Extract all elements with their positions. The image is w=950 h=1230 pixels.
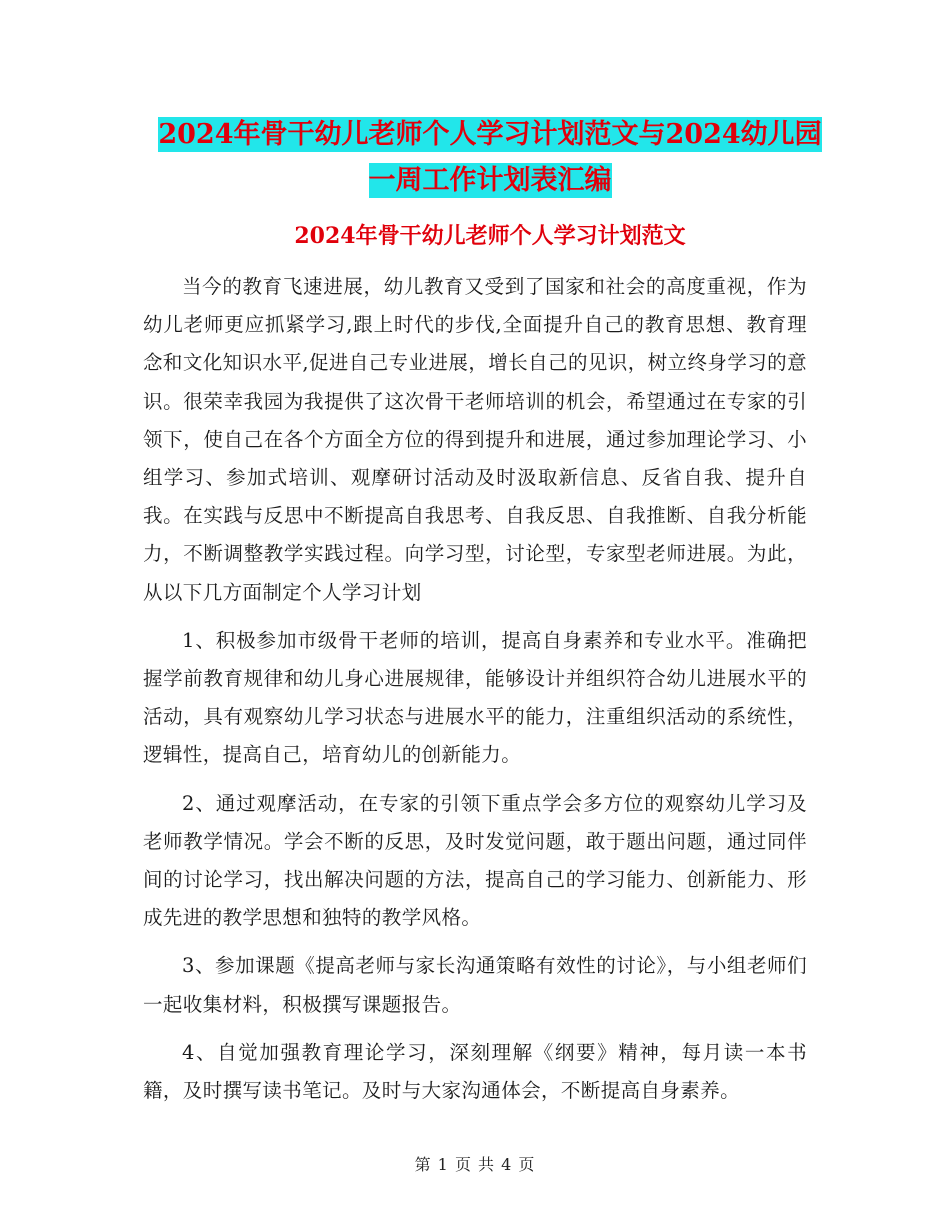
document-body bbox=[143, 268, 807, 1120]
section-title: 2024年骨干幼儿老师个人学习计划范文 bbox=[294, 223, 686, 249]
paragraph-item-4: 4、自觉加强教育理论学习，深刻理解《纲要》精神，每月读一本书籍，及时撰写读书笔记。及时与大家沟通体会，不断提高自身素养。 bbox=[143, 1040, 807, 1103]
document-title-line2: 一周工作计划表汇编 bbox=[368, 165, 612, 196]
document-title-line1: 2024年骨干幼儿老师个人学习计划范文与2024幼儿园 bbox=[158, 119, 822, 150]
document-title bbox=[140, 112, 840, 204]
intro-paragraph: 当今的教育飞速进展，幼儿教育又受到了国家和社会的高度重视，作为幼儿老师更应抓紧学习,跟上时代的步伐,全面提升自己的教育思想、教育理念和文化知识水平,促进自己专业进展，增长自己的见识，树立终身学习的意识。很荣幸我园为我提供了这次骨干老师培训的机会，希望通过在专家的引领下，使自己在各个方面全方位的得到提升和进展，通过参加理论学习、小组学习、参加式培训、观摩研讨活动及时汲取新信息、反省自我、提升自我。在实践与反思中不断提高自我思考、自我反思、自我推断、自我分析能力，不断调整教学实践过程。向学习型，讨论型，专家型老师进展。为此，从以下几方面制定个人学习计划 bbox=[143, 275, 807, 604]
paragraph-item-1: 1、积极参加市级骨干老师的培训，提高自身素养和专业水平。准确把握学前教育规律和幼儿身心进展规律，能够设计并组织符合幼儿进展水平的活动，具有观察幼儿学习状态与进展水平的能力，注重组织活动的系统性，逻辑性，提高自己，培育幼儿的创新能力。 bbox=[143, 628, 807, 767]
paragraph-item-3: 3、参加课题《提高老师与家长沟通策略有效性的讨论》，与小组老师们一起收集材料，积极撰写课题报告。 bbox=[143, 954, 807, 1016]
page-footer: 第 1 页 共 4 页 bbox=[414, 1155, 536, 1174]
paragraph-item-2: 2、通过观摩活动，在专家的引领下重点学会多方位的观察幼儿学习及老师教学情况。学会不断的反思，及时发觉问题，敢于题出问题，通过同伴间的讨论学习，找出解决问题的方法，提高自己的学习能力、创新能力、形成先进的教学思想和独特的教学风格。 bbox=[143, 791, 807, 930]
